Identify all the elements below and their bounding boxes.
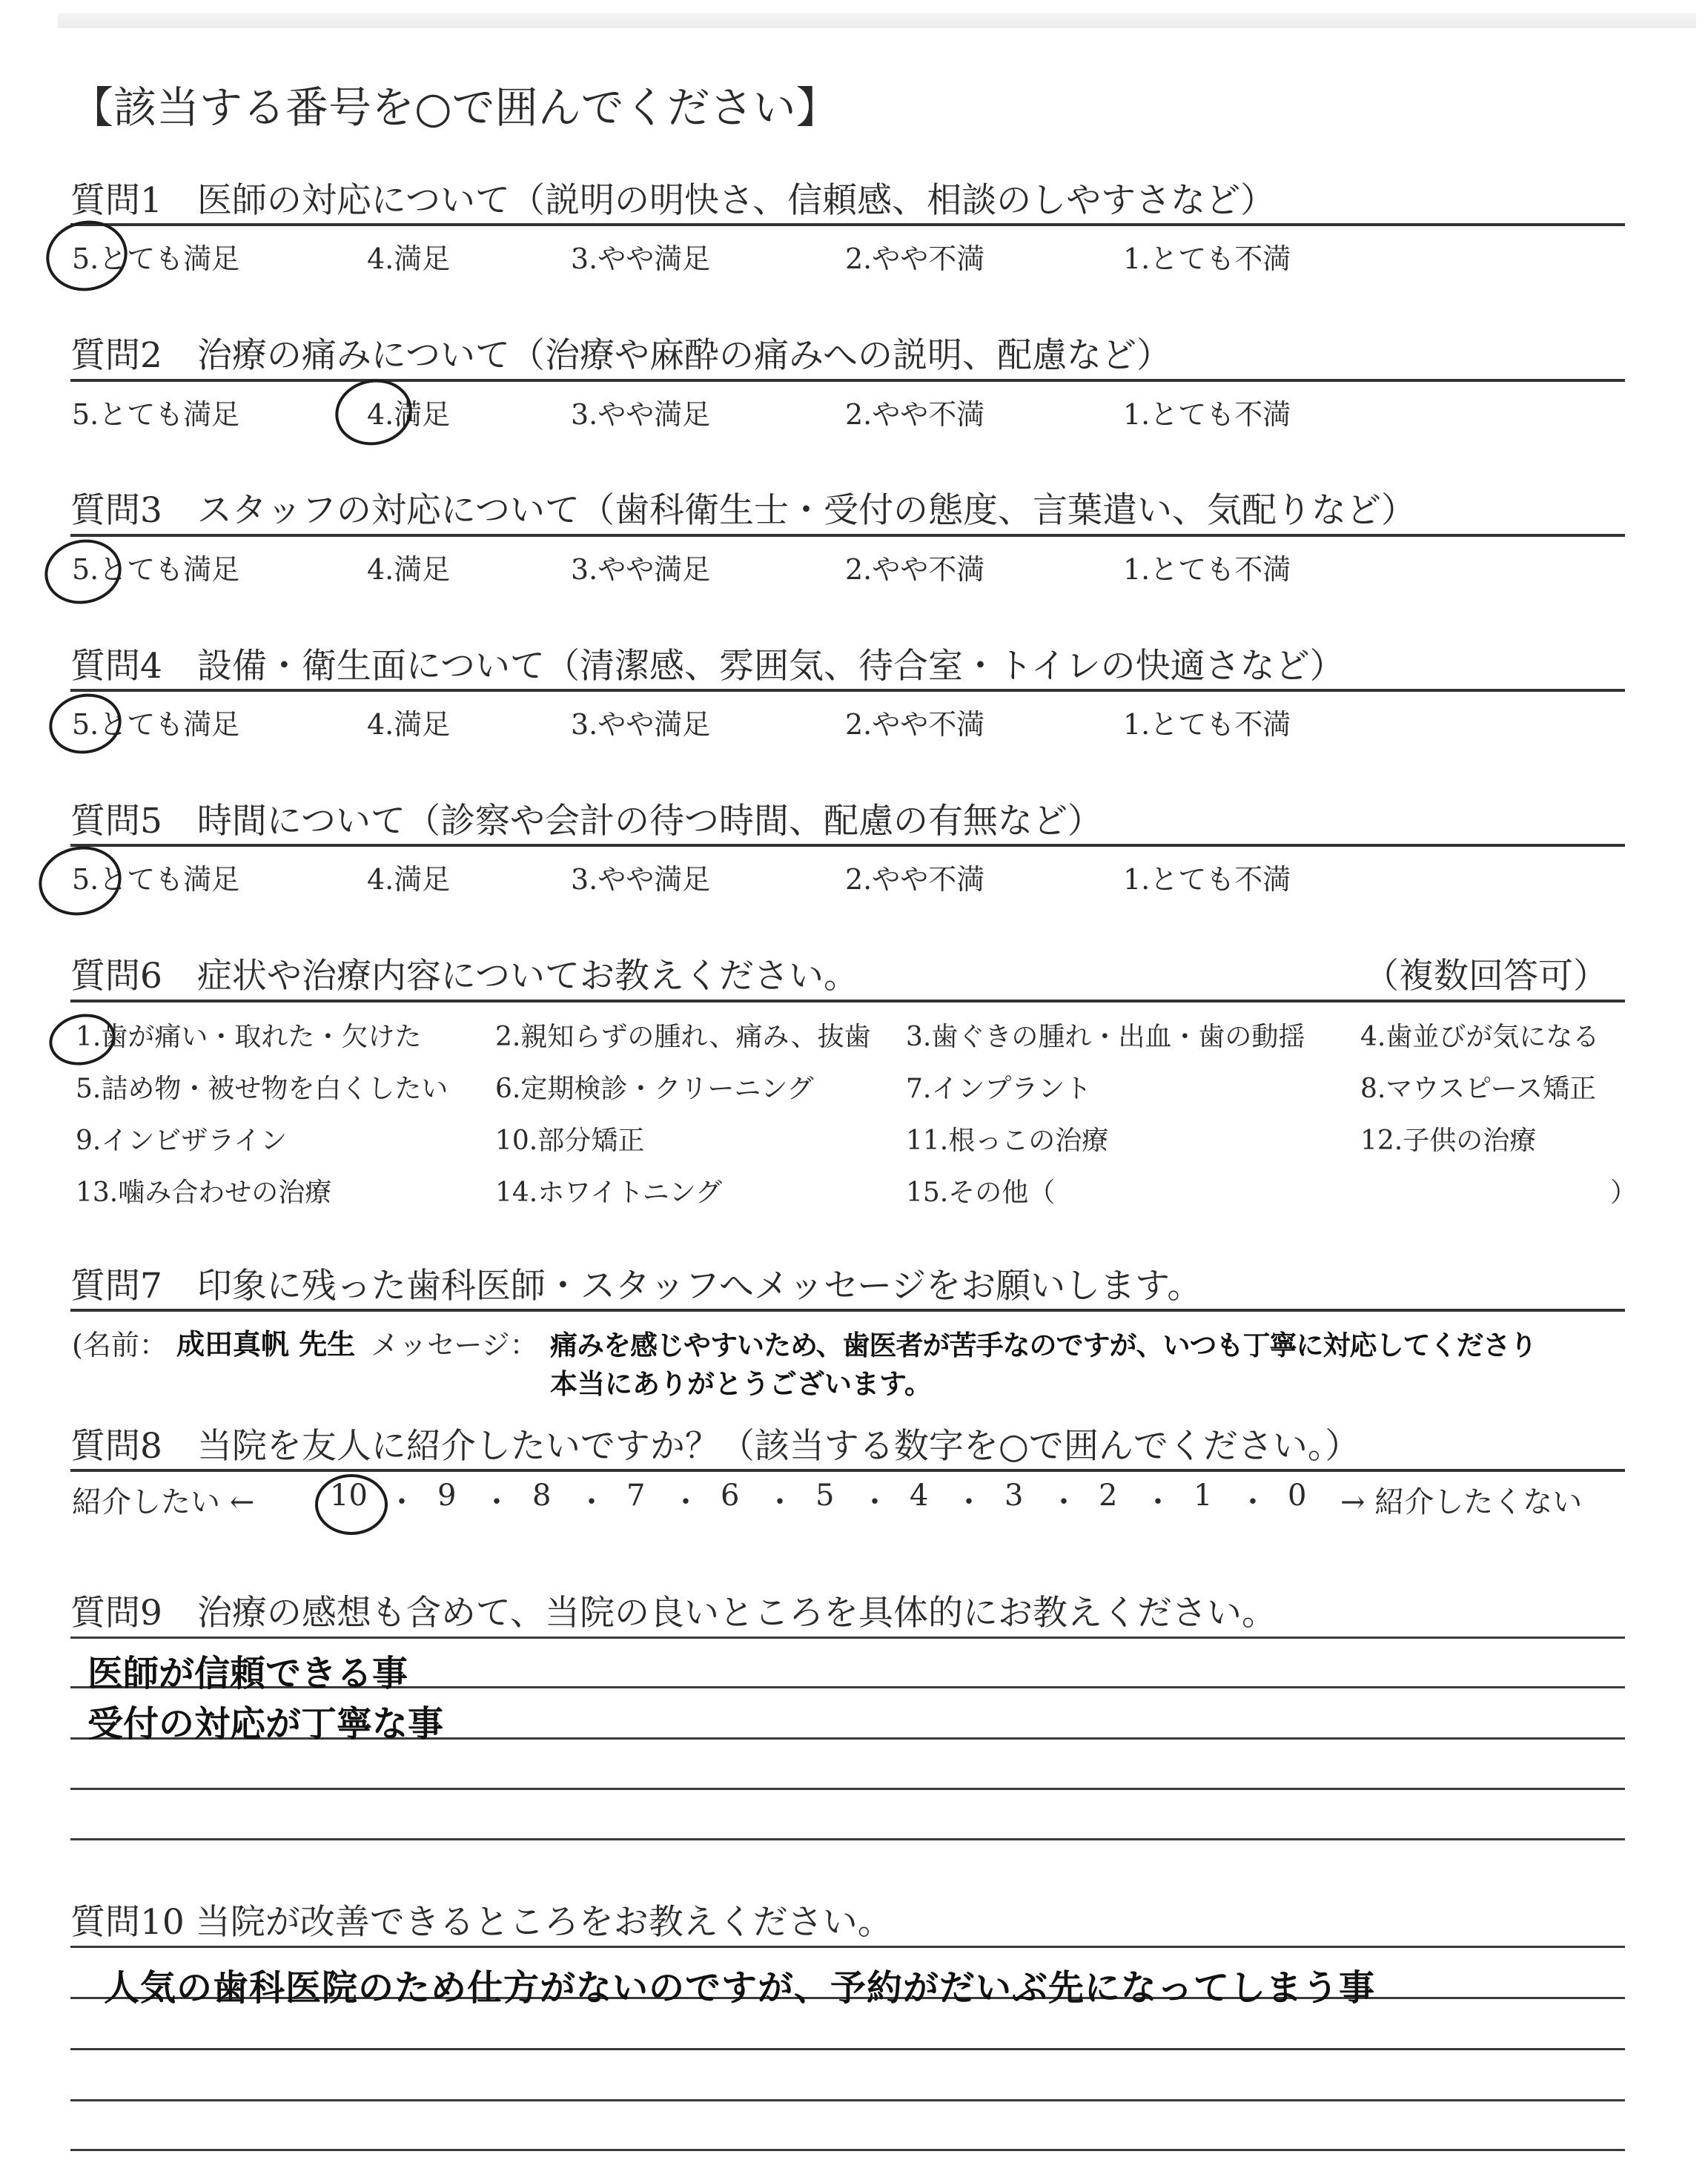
q10-title: 質問10 当院が改善できるところをお教えください。 [70, 1902, 893, 1943]
q8-scale-4[interactable]: 4 [910, 1479, 929, 1513]
q4-rule [70, 689, 1625, 692]
q6-option-11[interactable]: 11.根っこの治療 [906, 1126, 1109, 1156]
q7-title: 質問7 印象に残った歯科医師・スタッフへメッセージをお願いします。 [70, 1266, 1202, 1307]
q3-option-2[interactable]: 2.やや不満 [845, 553, 985, 586]
q8-scale-7[interactable]: 7 [626, 1479, 646, 1513]
q6-option-7[interactable]: 7.インプラント [906, 1074, 1092, 1104]
q2-option-1[interactable]: 1.とても不満 [1123, 398, 1291, 431]
q8-scale-8[interactable]: 8 [532, 1479, 552, 1513]
q3-option-5[interactable]: 5.とても満足 [72, 553, 240, 586]
q8-scale-1[interactable]: 1 [1194, 1479, 1213, 1513]
q5-option-5[interactable]: 5.とても満足 [72, 863, 240, 896]
q4-option-1[interactable]: 1.とても不満 [1123, 708, 1291, 741]
q1-option-5[interactable]: 5.とても満足 [72, 242, 240, 275]
q8-scale-9[interactable]: 9 [437, 1479, 457, 1513]
q8-separator: ・ [765, 1485, 795, 1519]
q6-option-3[interactable]: 3.歯ぐきの腫れ・出血・歯の動揺 [906, 1022, 1305, 1052]
q8-separator: ・ [482, 1485, 512, 1519]
q9-line-4 [70, 1788, 1625, 1790]
q6-option-2[interactable]: 2.親知らずの腫れ、痛み、抜歯 [495, 1022, 871, 1052]
q8-right-label: → 紹介したくない [1340, 1485, 1583, 1519]
q10-line-1 [70, 1946, 1625, 1948]
q6-option-4[interactable]: 4.歯並びが気になる [1360, 1022, 1600, 1052]
q5-option-4[interactable]: 4.満足 [367, 863, 451, 896]
q5-option-2[interactable]: 2.やや不満 [845, 863, 985, 896]
q4-option-2[interactable]: 2.やや不満 [845, 708, 985, 741]
q1-option-1[interactable]: 1.とても不満 [1123, 242, 1291, 275]
q8-scale-5[interactable]: 5 [815, 1479, 835, 1513]
q6-option-5[interactable]: 5.詰め物・被せ物を白くしたい [76, 1074, 448, 1104]
q9-line-1 [70, 1636, 1625, 1639]
q2-title: 質問2 治療の痛みについて（治療や麻酔の痛みへの説明、配慮など） [70, 335, 1172, 376]
q6-option-8[interactable]: 8.マウスピース矯正 [1360, 1074, 1597, 1104]
form-header: 【該当する番号を○で囲んでください】 [70, 82, 839, 133]
q8-separator: ・ [577, 1485, 606, 1519]
q8-scale-10[interactable]: 10 [330, 1479, 368, 1513]
q9-answer-line-2: 受付の対応が丁寧な事 [87, 1703, 444, 1745]
q5-title: 質問5 時間について（診察や会計の待つ時間、配慮の有無など） [70, 801, 1102, 842]
q1-title: 質問1 医師の対応について（説明の明快さ、信頼感、相談のしやすさなど） [70, 180, 1276, 221]
q1-option-2[interactable]: 2.やや不満 [845, 242, 985, 275]
q8-separator: ・ [671, 1485, 701, 1519]
q7-rule [70, 1309, 1625, 1312]
q8-title: 質問8 当院を友人に紹介したいですか？（該当する数字を○で囲んでください。） [70, 1426, 1360, 1467]
q3-option-1[interactable]: 1.とても不満 [1123, 553, 1291, 586]
q3-option-3[interactable]: 3.やや満足 [571, 553, 711, 586]
q9-answer-line-1: 医師が信頼できる事 [87, 1653, 408, 1694]
q4-option-3[interactable]: 3.やや満足 [571, 708, 711, 741]
q7-name-handwritten: 成田真帆 先生 [176, 1328, 356, 1361]
q8-scale-3[interactable]: 3 [1004, 1479, 1024, 1513]
q9-line-5 [70, 1838, 1625, 1840]
q8-separator: ・ [1049, 1485, 1079, 1519]
q6-option-15-close: ） [1610, 1178, 1638, 1208]
q4-option-5[interactable]: 5.とても満足 [72, 708, 240, 741]
q6-option-1[interactable]: 1.歯が痛い・取れた・欠けた [76, 1022, 422, 1052]
q8-rule [70, 1469, 1625, 1472]
q6-option-9[interactable]: 9.インビザライン [76, 1126, 288, 1156]
q2-rule [70, 379, 1625, 382]
q8-separator: ・ [860, 1485, 890, 1519]
q6-option-15[interactable]: 15.その他（ [906, 1178, 1056, 1208]
q5-rule [70, 844, 1625, 847]
q8-separator: ・ [1238, 1485, 1268, 1519]
q3-option-4[interactable]: 4.満足 [367, 553, 451, 586]
q4-title: 質問4 設備・衛生面について（清潔感、雰囲気、待合室・トイレの快適さなど） [70, 646, 1345, 687]
q3-rule [70, 534, 1625, 537]
q7-message-line-2: 本当にありがとうございます。 [550, 1368, 933, 1400]
q7-message-line-1: 痛みを感じやすいため、歯医者が苦手なのですが、いつも丁寧に対応してくださり [550, 1330, 1537, 1361]
q1-rule [70, 223, 1625, 226]
q6-option-13[interactable]: 13.噛み合わせの治療 [76, 1178, 332, 1208]
q4-option-4[interactable]: 4.満足 [367, 708, 451, 741]
q6-option-10[interactable]: 10.部分矯正 [495, 1126, 645, 1156]
q10-line-3 [70, 2048, 1625, 2050]
q8-scale-2[interactable]: 2 [1099, 1479, 1118, 1513]
q1-option-3[interactable]: 3.やや満足 [571, 242, 711, 275]
q1-option-4[interactable]: 4.満足 [367, 242, 451, 275]
q3-title: 質問3 スタッフの対応について（歯科衛生士・受付の態度、言葉遣い、気配りなど） [70, 490, 1416, 531]
q8-left-label: 紹介したい ← [72, 1485, 255, 1519]
q2-option-3[interactable]: 3.やや満足 [571, 398, 711, 431]
q2-option-2[interactable]: 2.やや不満 [845, 398, 985, 431]
q6-option-14[interactable]: 14.ホワイトニング [495, 1178, 723, 1208]
q8-separator: ・ [954, 1485, 984, 1519]
q7-message-label: メッセージ： [371, 1329, 538, 1361]
q10-answer-line-1: 人気の歯科医院のため仕方がないのですが、予約がだいぶ先になってしまう事 [104, 1967, 1376, 2009]
q8-separator: ・ [1143, 1485, 1173, 1519]
q6-rule [70, 1000, 1625, 1003]
q6-option-12[interactable]: 12.子供の治療 [1360, 1126, 1537, 1156]
q6-note: （複数回答可） [1364, 956, 1608, 997]
q8-scale-6[interactable]: 6 [721, 1479, 740, 1513]
q5-option-3[interactable]: 3.やや満足 [571, 863, 711, 896]
q6-title: 質問6 症状や治療内容についてお教えください。 [70, 956, 858, 997]
q10-line-5 [70, 2149, 1625, 2151]
q5-option-1[interactable]: 1.とても不満 [1123, 863, 1291, 896]
q10-line-4 [70, 2099, 1625, 2101]
q2-option-5[interactable]: 5.とても満足 [72, 398, 240, 431]
q6-option-6[interactable]: 6.定期検診・クリーニング [495, 1074, 814, 1104]
q9-title: 質問9 治療の感想も含めて、当院の良いところを具体的にお教えください。 [70, 1593, 1277, 1634]
q8-separator: ・ [387, 1485, 417, 1519]
q8-scale-0[interactable]: 0 [1288, 1479, 1307, 1513]
q2-option-4[interactable]: 4.満足 [367, 398, 451, 431]
q7-name-label: (名前： [72, 1329, 168, 1361]
scan-edge [58, 13, 1696, 28]
